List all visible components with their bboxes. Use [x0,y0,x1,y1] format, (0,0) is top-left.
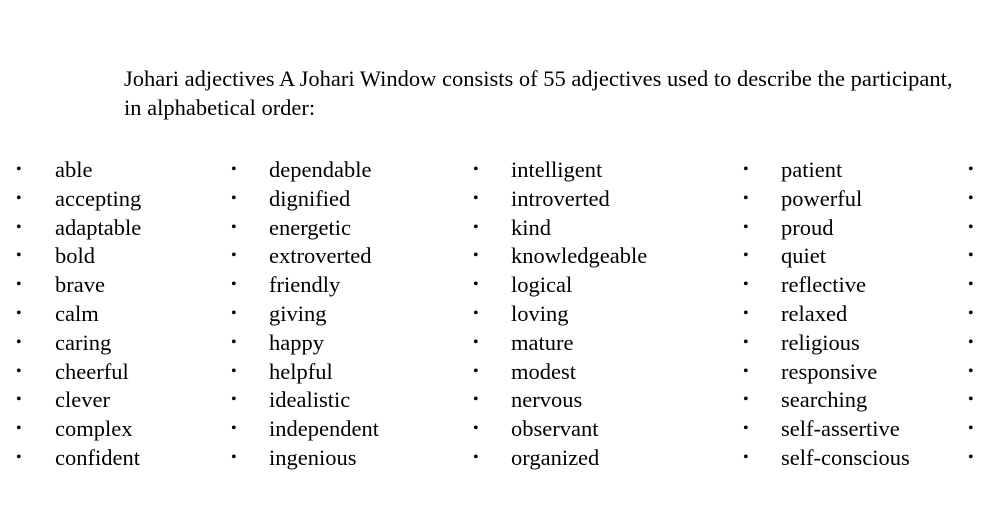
adjective-text: helpful [269,358,333,384]
bullet-icon: • [743,362,749,380]
bullet-icon: • [968,304,974,322]
bullet-icon: • [968,161,974,178]
bullet-icon: • [231,448,237,466]
adjective-text: proud [781,214,834,240]
bullet-icon: • [16,420,22,438]
bullet-icon: • [473,304,479,322]
bullet-icon: • [968,420,974,438]
adjective-text: nervous [511,387,583,413]
adjective-text: reflective [781,272,866,298]
bullet-icon: • [743,276,749,294]
bullet-icon: • [473,420,479,438]
adjective-text: cheerful [55,358,129,384]
adjective-text: religious [781,329,860,355]
bullet-icon: • [231,420,237,438]
bullet-icon: • [231,391,237,409]
adjective-text: powerful [781,185,863,211]
bullet-icon: • [16,247,22,265]
adjective-text: organized [511,444,600,470]
bullet-icon: • [968,247,974,265]
bullet-icon: • [743,448,749,466]
bullet-icon: • [16,304,22,322]
adjective-text: independent [269,416,379,442]
bullet-icon: • [473,448,479,466]
bullet-icon: • [473,391,479,409]
bullet-icon: • [743,333,749,351]
adjective-text: observant [511,416,599,442]
adjective-text: confident [55,444,140,470]
adjective-text: responsive [781,358,878,384]
bullet-icon: • [231,161,237,178]
adjective-text: giving [269,300,327,326]
bullet-icon: • [743,189,749,207]
bullet-icon: • [473,362,479,380]
bullet-icon: • [231,247,237,265]
bullet-icon: • [473,247,479,265]
bullet-icon: • [743,218,749,236]
adjective-text: knowledgeable [511,243,648,269]
bullet-icon: • [16,189,22,207]
bullet-icon: • [231,189,237,207]
adjective-text: calm [55,300,99,326]
bullet-icon: • [16,362,22,380]
bullet-icon: • [473,218,479,236]
bullet-icon: • [16,448,22,466]
bullet-icon: • [968,189,974,207]
adjective-text: self-conscious [781,444,910,470]
bullet-icon: • [743,391,749,409]
adjective-text: happy [269,329,324,355]
adjective-text: clever [55,387,110,413]
bullet-icon: • [743,161,749,178]
bullet-icon: • [968,362,974,380]
bullet-icon: • [968,218,974,236]
adjective-text: loving [511,300,569,326]
adjective-text: quiet [781,243,826,269]
adjective-text: kind [511,214,552,240]
bullet-icon: • [16,161,22,178]
bullet-icon: • [473,276,479,294]
bullet-icon: • [231,304,237,322]
adjective-text: introverted [511,185,610,211]
adjective-text: searching [781,387,868,413]
adjective-text: intelligent [511,157,603,182]
adjective-text: modest [511,358,576,384]
adjective-text: patient [781,157,843,182]
bullet-icon: • [16,391,22,409]
bullet-icon: • [968,391,974,409]
adjective-text: dignified [269,185,351,211]
adjective-text: energetic [269,214,352,240]
adjective-text: brave [55,272,105,298]
bullet-icon: • [231,362,237,380]
bullet-icon: • [968,333,974,351]
adjective-text: logical [511,272,573,298]
adjective-text: ingenious [269,444,357,470]
bullet-icon: • [16,333,22,351]
bullet-icon: • [473,333,479,351]
adjective-text: self-assertive [781,416,900,442]
bullet-icon: • [231,333,237,351]
adjective-text: able [55,157,93,182]
bullet-icon: • [743,304,749,322]
adjective-text: adaptable [55,214,142,240]
adjective-text: bold [55,243,96,269]
bullet-icon: • [743,420,749,438]
adjective-text: mature [511,329,574,355]
adjective-text: friendly [269,272,341,298]
adjective-text: complex [55,416,133,442]
adjective-text: extroverted [269,243,372,269]
bullet-icon: • [473,161,479,178]
adjective-text: caring [55,329,112,355]
bullet-icon: • [16,276,22,294]
bullet-icon: • [968,448,974,466]
adjective-text: dependable [269,157,372,182]
bullet-icon: • [473,189,479,207]
bullet-icon: • [743,247,749,265]
bullet-icon: • [231,218,237,236]
bullet-icon: • [231,276,237,294]
adjective-text: idealistic [269,387,351,413]
adjective-text: relaxed [781,300,848,326]
intro-paragraph: Johari adjectives A Johari Window consists of 55 adjectives used to describe the participant, in alphabetical order: [124,66,953,120]
bullet-icon: • [968,276,974,294]
adjective-text: accepting [55,185,142,211]
bullet-icon: • [16,218,22,236]
